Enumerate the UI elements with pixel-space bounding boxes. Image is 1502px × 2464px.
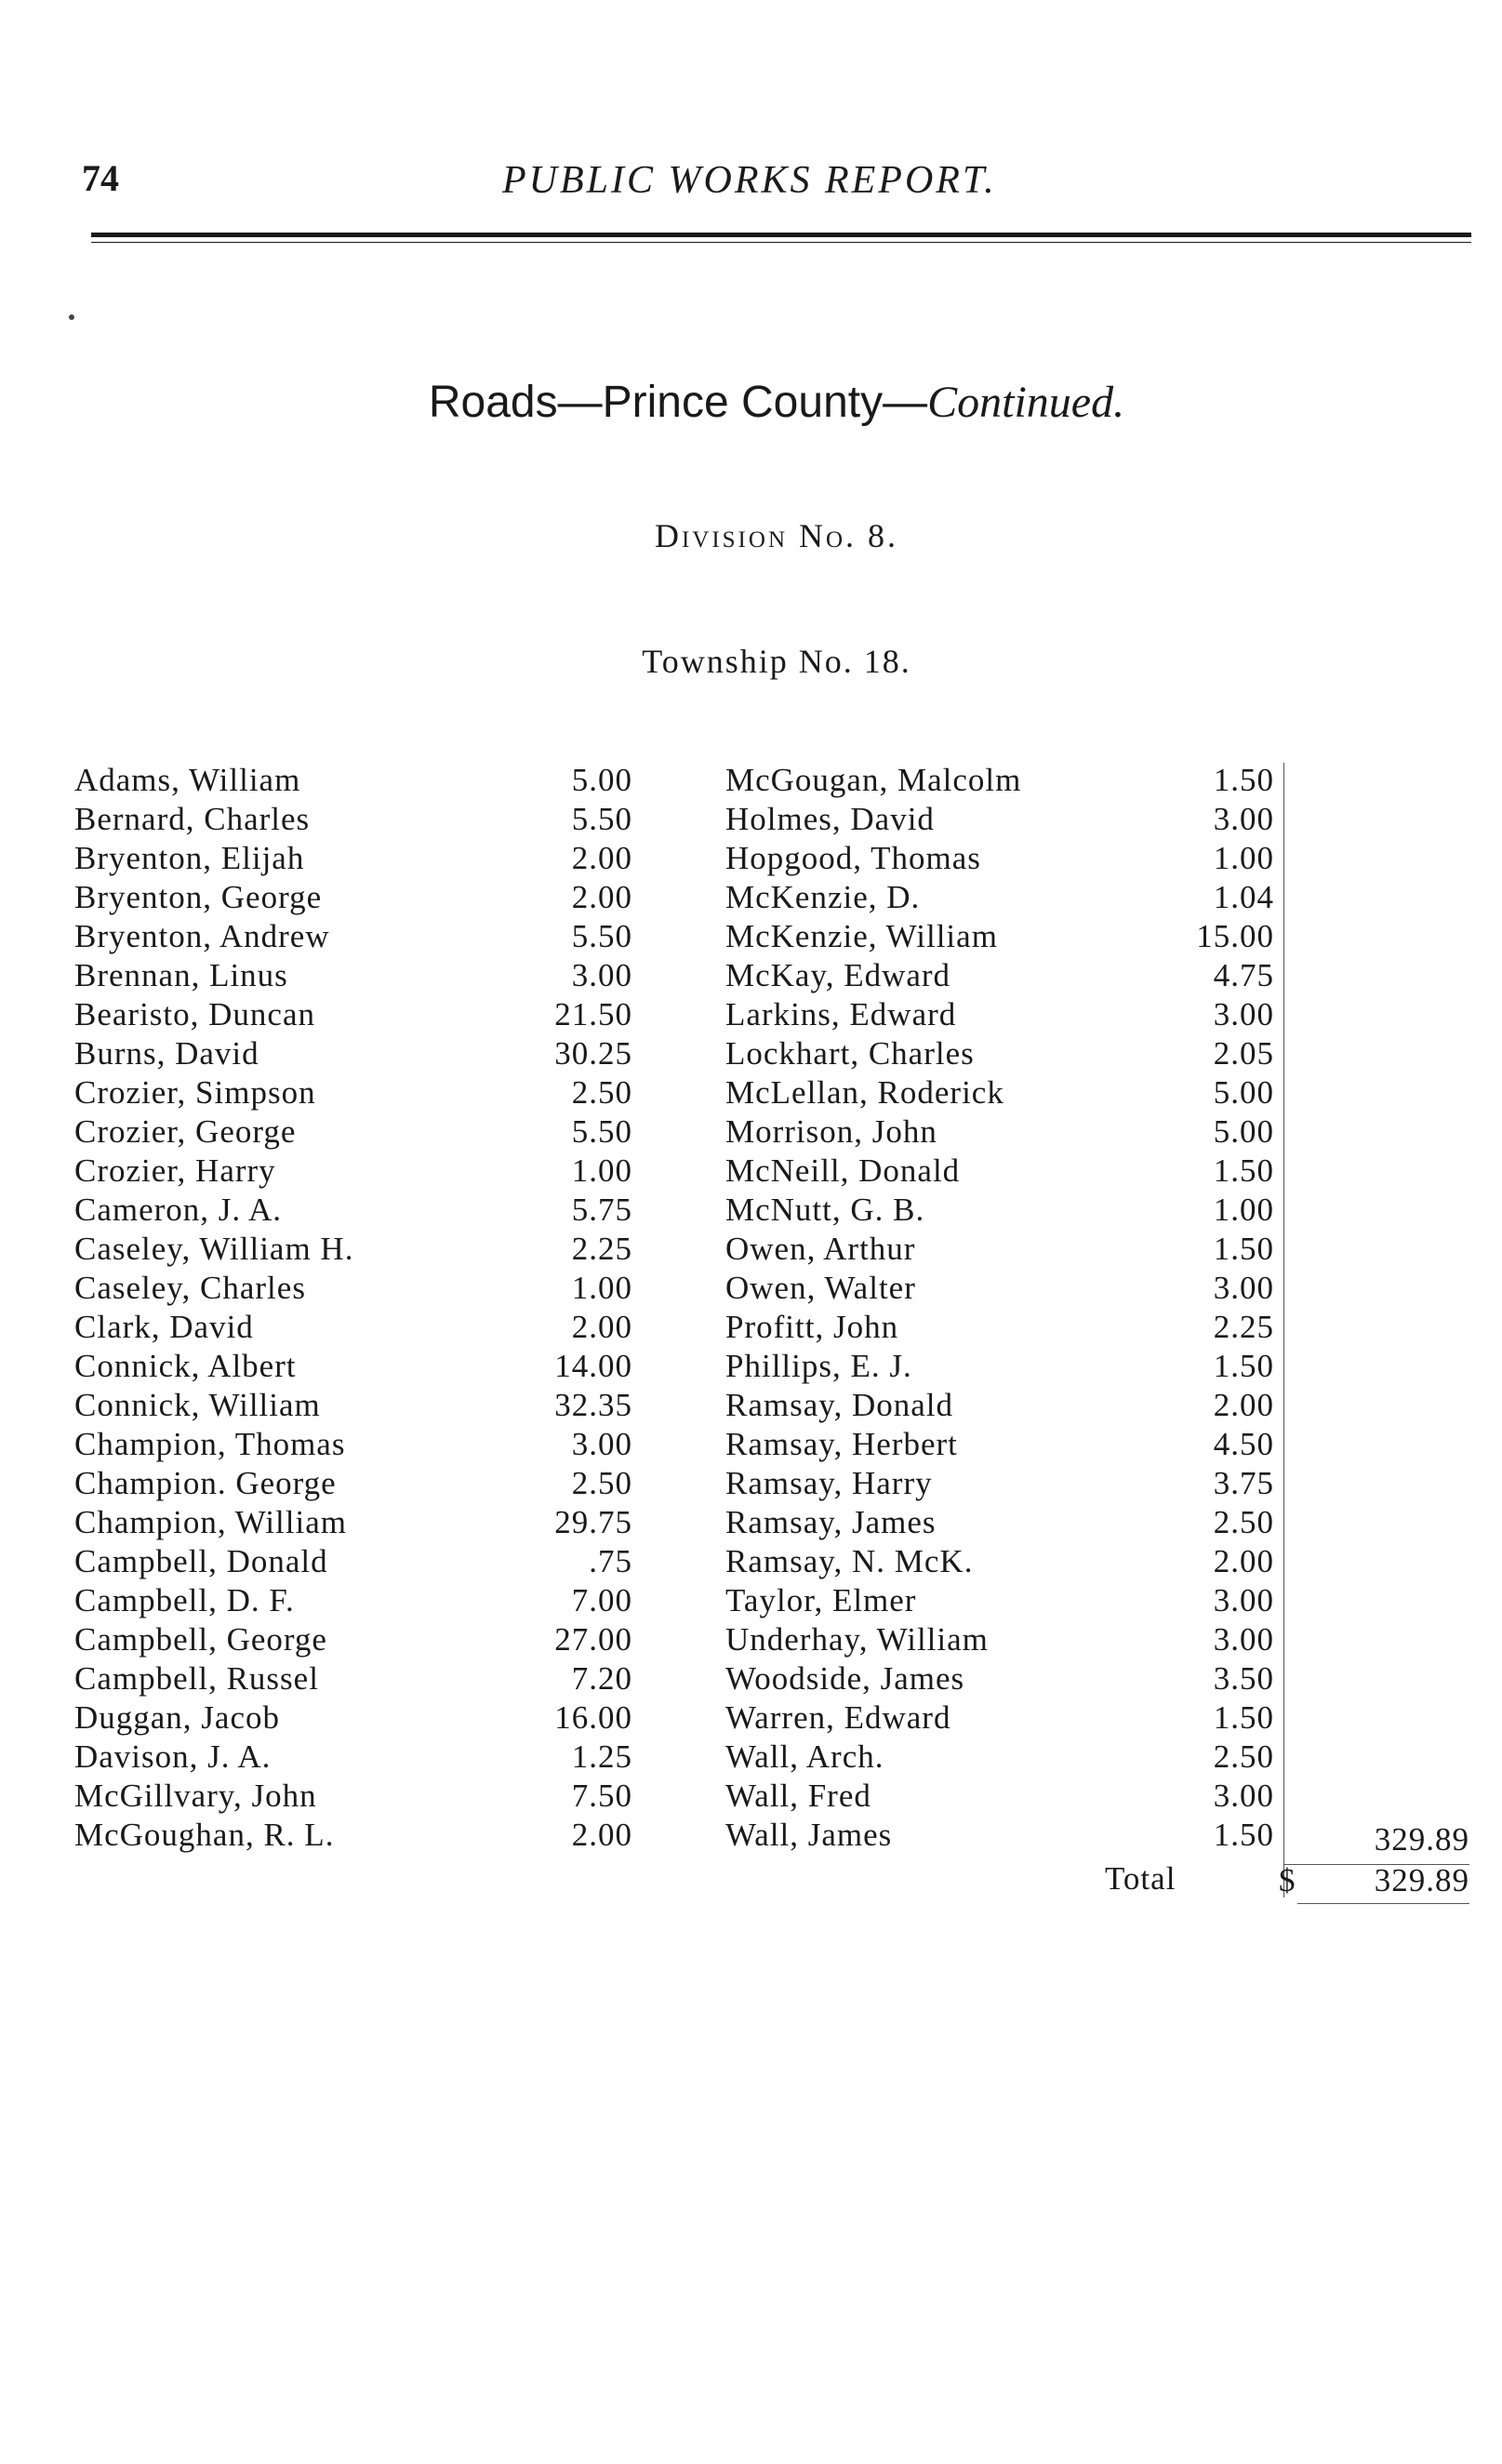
right-amounts-column — [1144, 761, 1274, 1855]
list-item-amount: 7.00 — [571, 1582, 632, 1618]
list-item-name: Warren, Edward — [725, 1699, 951, 1736]
list-item-name: Campbell, Donald — [74, 1543, 328, 1579]
list-item-amount: 2.00 — [1213, 1387, 1274, 1423]
list-item-amount: 5.00 — [571, 762, 632, 798]
list-item-name: Connick, Albert — [74, 1348, 297, 1384]
list-item-name: Campbell, George — [74, 1621, 327, 1658]
list-item-name: Campbell, D. F. — [74, 1582, 295, 1618]
list-item-name: McGoughan, R. L. — [74, 1817, 335, 1853]
list-item-amount: 3.00 — [571, 957, 632, 993]
list-item-amount: 21.50 — [554, 996, 632, 1032]
list-item-amount: 5.50 — [571, 1113, 632, 1150]
list-item-amount: 2.50 — [1213, 1504, 1274, 1540]
list-item-name: Ramsay, Donald — [725, 1387, 954, 1423]
list-item-amount: 3.00 — [1213, 1582, 1274, 1618]
print-speck — [69, 314, 74, 320]
list-item-amount: 3.00 — [1213, 1270, 1274, 1306]
list-item-name: Bernard, Charles — [74, 801, 311, 837]
list-item-amount: 2.25 — [1213, 1309, 1274, 1345]
list-item-amount: 27.00 — [554, 1621, 632, 1658]
list-item-amount: .75 — [589, 1543, 632, 1579]
list-item-name: Bryenton, Andrew — [74, 918, 330, 954]
list-item-name: Crozier, George — [74, 1113, 297, 1150]
section-title-continued: Continued. — [927, 378, 1125, 427]
list-item-name: Holmes, David — [725, 801, 935, 837]
list-item-name: Wall, Arch. — [725, 1738, 884, 1775]
list-item-amount: 1.00 — [1213, 840, 1274, 876]
list-item-name: Champion, Thomas — [74, 1426, 346, 1462]
list-item-name: Larkins, Edward — [725, 996, 957, 1032]
list-item-name: Owen, Walter — [725, 1270, 916, 1306]
list-item-amount: 4.50 — [1213, 1426, 1274, 1462]
list-item-name: Campbell, Russel — [74, 1660, 319, 1697]
list-item-name: Crozier, Harry — [74, 1152, 276, 1189]
list-item-amount: 3.50 — [1213, 1660, 1274, 1697]
list-item-amount: 32.35 — [554, 1387, 632, 1423]
list-item-amount: 1.50 — [1213, 1231, 1274, 1267]
list-item-amount: 5.00 — [1213, 1074, 1274, 1111]
list-item-name: Phillips, E. J. — [725, 1348, 912, 1384]
list-item-name: Bearisto, Duncan — [74, 996, 315, 1032]
list-item-name: Davison, J. A. — [74, 1738, 272, 1775]
list-item-amount: 1.50 — [1213, 1152, 1274, 1189]
list-item-name: McGillvary, John — [74, 1778, 317, 1814]
list-item-name: Ramsay, N. McK. — [725, 1543, 974, 1579]
list-item-amount: 1.00 — [571, 1152, 632, 1189]
list-item-name: McNutt, G. B. — [725, 1192, 925, 1228]
list-item-name: McGougan, Malcolm — [725, 762, 1022, 798]
list-item-name: Taylor, Elmer — [725, 1582, 917, 1618]
list-item-amount: 3.00 — [1213, 1621, 1274, 1658]
list-item-amount: 3.00 — [1213, 1778, 1274, 1814]
list-item-name: Bryenton, George — [74, 879, 323, 915]
list-item-name: Wall, James — [725, 1817, 893, 1853]
amount-column-rule — [1283, 763, 1284, 1898]
list-item-amount: 1.25 — [571, 1738, 632, 1775]
list-item-name: Profitt, John — [725, 1309, 899, 1345]
header-rule-thin — [91, 242, 1471, 243]
division-heading: Division No. 8. — [654, 517, 899, 554]
list-item-name: Woodside, James — [725, 1660, 965, 1697]
list-item-name: Morrison, John — [725, 1113, 937, 1150]
list-item-amount: 4.75 — [1213, 957, 1274, 993]
list-item-amount: 3.00 — [1213, 996, 1274, 1032]
left-names-column — [74, 761, 353, 1855]
list-item-amount: 1.50 — [1213, 1817, 1274, 1853]
list-item-name: Burns, David — [74, 1035, 259, 1072]
list-item-name: McLellan, Roderick — [725, 1074, 1004, 1111]
list-item-amount: 7.50 — [571, 1778, 632, 1814]
list-item-name: Owen, Arthur — [725, 1231, 916, 1267]
list-item-amount: 5.50 — [571, 918, 632, 954]
list-item-amount: 2.25 — [571, 1231, 632, 1267]
currency-symbol: $ — [1279, 1862, 1296, 1898]
list-item-name: Lockhart, Charles — [725, 1035, 975, 1072]
list-item-name: Champion. George — [74, 1465, 337, 1501]
list-item-name: Ramsay, James — [725, 1504, 937, 1540]
list-item-amount: 2.00 — [571, 879, 632, 915]
list-item-amount: 2.00 — [571, 1309, 632, 1345]
list-item-amount: 2.50 — [1213, 1738, 1274, 1775]
list-item-amount: 3.00 — [1213, 801, 1274, 837]
list-item-amount: 7.20 — [571, 1660, 632, 1697]
list-item-name: Hopgood, Thomas — [725, 840, 981, 876]
list-item-amount: 5.00 — [1213, 1113, 1274, 1150]
list-item-amount: 2.00 — [1213, 1543, 1274, 1579]
section-title-main: Roads—Prince County— — [428, 378, 928, 427]
list-item-amount: 15.00 — [1196, 918, 1274, 954]
list-item-amount: 5.75 — [571, 1192, 632, 1228]
header-rule-thick — [91, 233, 1471, 237]
list-item-amount: 2.05 — [1213, 1035, 1274, 1072]
list-item-amount: 1.00 — [571, 1270, 632, 1306]
list-item-name: McKenzie, D. — [725, 879, 921, 915]
total-label: Total — [1105, 1860, 1176, 1897]
list-item-name: Cameron, J. A. — [74, 1192, 283, 1228]
list-item-amount: 29.75 — [554, 1504, 632, 1540]
left-amounts-column — [521, 761, 632, 1855]
list-item-amount: 5.50 — [571, 801, 632, 837]
list-item-name: Clark, David — [74, 1309, 254, 1345]
list-item-name: Caseley, William H. — [74, 1231, 354, 1267]
list-item-name: Adams, William — [74, 762, 301, 798]
list-item-amount: 3.75 — [1213, 1465, 1274, 1501]
list-item-amount: 1.00 — [1213, 1192, 1274, 1228]
list-item-name: McNeill, Donald — [725, 1152, 961, 1189]
list-item-amount: 3.00 — [571, 1426, 632, 1462]
list-item-name: Underhay, William — [725, 1621, 989, 1658]
list-item-name: McKenzie, William — [725, 918, 998, 954]
list-item-name: Ramsay, Herbert — [725, 1426, 958, 1462]
list-item-amount: 2.50 — [571, 1465, 632, 1501]
list-item-name: Champion, William — [74, 1504, 347, 1540]
running-title: PUBLIC WORKS REPORT. — [502, 159, 997, 202]
list-item-name: Bryenton, Elijah — [74, 840, 305, 876]
list-item-amount: 1.50 — [1213, 1348, 1274, 1384]
list-item-amount: 1.50 — [1213, 762, 1274, 798]
list-item-name: Wall, Fred — [725, 1778, 871, 1814]
list-item-amount: 2.00 — [571, 840, 632, 876]
total-value: 329.89 — [1374, 1862, 1469, 1898]
township-heading: Township No. 18. — [642, 643, 911, 680]
list-item-name: McKay, Edward — [725, 957, 951, 993]
list-item-amount: 2.00 — [571, 1817, 632, 1853]
list-item-amount: 30.25 — [554, 1035, 632, 1072]
list-item-amount: 14.00 — [554, 1348, 632, 1384]
list-item-amount: 2.50 — [571, 1074, 632, 1111]
list-item-name: Crozier, Simpson — [74, 1074, 316, 1111]
list-item-amount: 16.00 — [554, 1699, 632, 1736]
list-item-amount: 1.04 — [1213, 879, 1274, 915]
list-item-name: Connick, William — [74, 1387, 321, 1423]
list-item-name: Brennan, Linus — [74, 957, 288, 993]
total-rule — [1297, 1903, 1469, 1904]
right-names-column — [725, 761, 1021, 1855]
list-item-amount: 1.50 — [1213, 1699, 1274, 1736]
page-number: 74 — [82, 157, 119, 199]
list-item-name: Ramsay, Harry — [725, 1465, 933, 1501]
list-item-name: Caseley, Charles — [74, 1270, 306, 1306]
section-title — [0, 377, 1502, 428]
subtotal-value: 329.89 — [1374, 1821, 1469, 1858]
list-item-name: Duggan, Jacob — [74, 1699, 281, 1736]
